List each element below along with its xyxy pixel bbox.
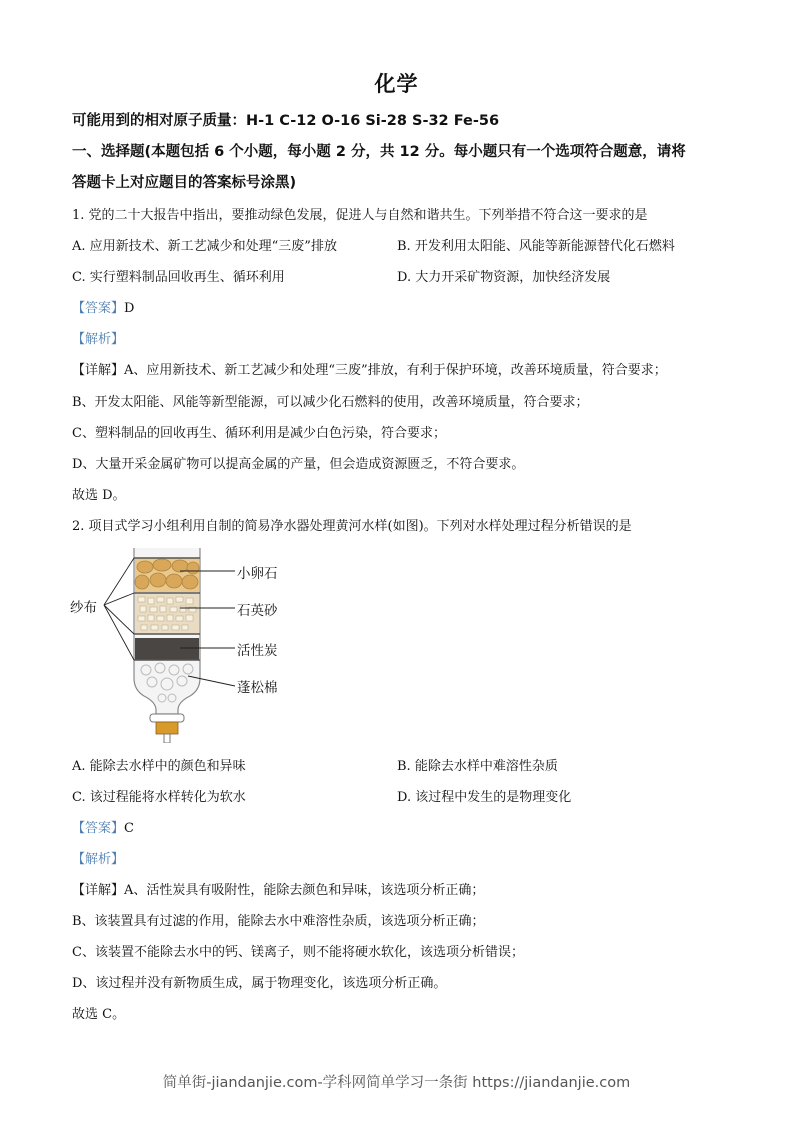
q2-option-c: C. 该过程能将水样转化为软水: [72, 790, 246, 805]
pebbles-label: 小卵石: [237, 566, 278, 582]
section-heading-line2: 答题卡上对应题目的答案标号涂黑): [72, 175, 297, 191]
q1-option-d: D. 大力开采矿物资源，加快经济发展: [397, 270, 611, 285]
q1-option-c: C. 实行塑料制品回收再生、循环利用: [72, 270, 285, 285]
water-filter-figure: [70, 548, 290, 743]
q2-answer: [72, 817, 134, 836]
q2-detail-line-3: C、该装置不能除去水中的钙、镁离子，则不能将硬水软化，该选项分析错误；: [72, 945, 524, 960]
detail-tag: 【详解】: [72, 883, 125, 898]
page-title: 化学: [374, 72, 419, 96]
q1-detail-line-2: B、开发太阳能、风能等新型能源，可以减少化石燃料的使用，改善环境质量，符合要求；: [72, 395, 589, 410]
detail-text: A、活性炭具有吸附性，能除去颜色和异味，该选项分析正确；: [124, 883, 485, 898]
q1-answer: [72, 297, 134, 316]
cotton-label: 蓬松棉: [237, 680, 278, 696]
q1-option-a: A. 应用新技术、新工艺减少和处理“三废”排放: [72, 239, 337, 254]
q1-detail-line-1: [72, 359, 667, 378]
atomic-masses: 可能用到的相对原子质量：H-1 C-12 O-16 Si-28 S-32 Fe-56: [72, 113, 500, 129]
q2-conclusion: 故选 C。: [72, 1007, 126, 1022]
answer-value: D: [124, 301, 135, 316]
q2-option-a: A. 能除去水样中的颜色和异味: [72, 759, 246, 774]
footer-watermark: 简单街-jiandanjie.com-学科网简单学习一条街 https://jiandanjie.com: [162, 1075, 631, 1091]
section-heading-line1: 一、选择题(本题包括 6 个小题，每小题 2 分，共 12 分。每小题只有一个选项符合题意，请将: [72, 144, 686, 160]
q1-stem: 1. 党的二十大报告中指出，要推动绿色发展，促进人与自然和谐共生。下列举措不符合这一要求的是: [72, 208, 648, 223]
answer-tag: 【答案】: [72, 821, 125, 836]
q2-detail-line-1: [72, 879, 484, 898]
q2-detail-line-2: B、该装置具有过滤的作用，能除去水中难溶性杂质，该选项分析正确；: [72, 914, 485, 929]
q2-option-b: B. 能除去水样中难溶性杂质: [397, 759, 558, 774]
answer-value: C: [124, 821, 134, 836]
activated-carbon-label: 活性炭: [237, 643, 278, 659]
quartz-sand-label: 石英砂: [237, 603, 278, 619]
q1-option-b: B. 开发利用太阳能、风能等新能源替代化石燃料: [397, 239, 675, 254]
q2-detail-line-4: D、该过程并没有新物质生成，属于物理变化，该选项分析正确。: [72, 976, 447, 991]
q1-detail-line-3: C、塑料制品的回收再生、循环利用是减少白色污染，符合要求；: [72, 426, 446, 441]
q1-detail-line-4: D、大量开采金属矿物可以提高金属的产量，但会造成资源匮乏，不符合要求。: [72, 457, 525, 472]
detail-text: A、应用新技术、新工艺减少和处理“三废”排放，有利于保护环境，改善环境质量，符合要求；: [124, 363, 667, 378]
q2-analysis-tag: 【解析】: [72, 852, 125, 867]
detail-tag: 【详解】: [72, 363, 125, 378]
answer-tag: 【答案】: [72, 301, 125, 316]
q1-analysis-tag: 【解析】: [72, 332, 125, 347]
q2-option-d: D. 该过程中发生的是物理变化: [397, 790, 572, 805]
gauze-label: 纱布: [70, 600, 97, 616]
q2-stem: 2. 项目式学习小组利用自制的简易净水器处理黄河水样(如图)。下列对水样处理过程分析错误的是: [72, 519, 632, 534]
q1-conclusion: 故选 D。: [72, 488, 126, 503]
